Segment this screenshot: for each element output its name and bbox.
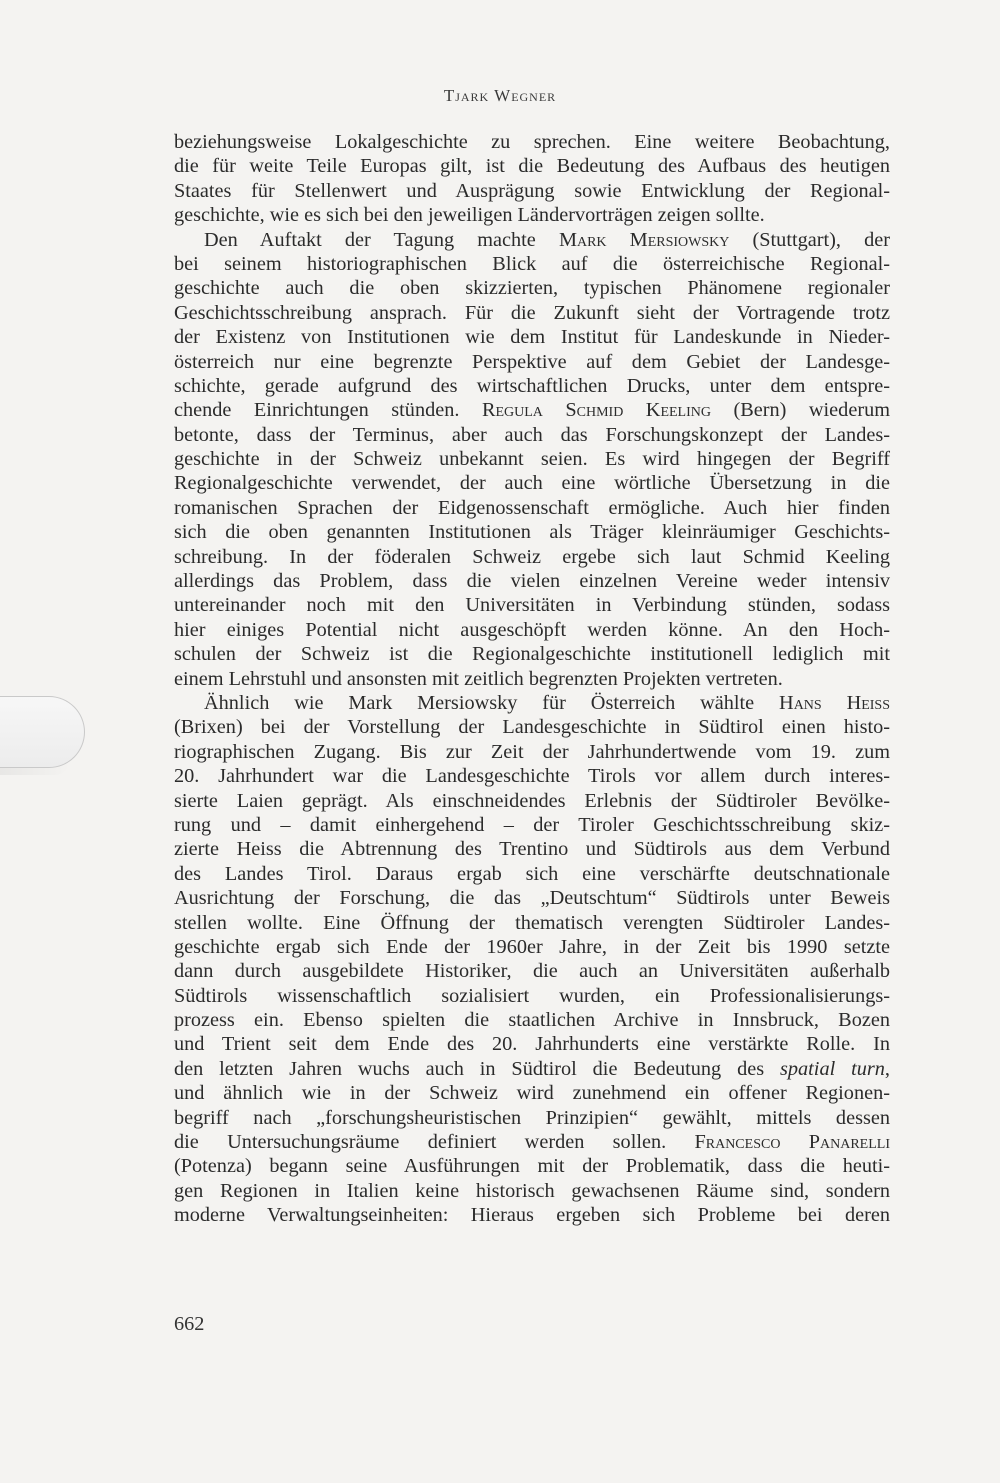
text-line bbox=[174, 154, 890, 178]
line-text: beziehungsweise Lokalgeschichte zu sprechen. Eine weitere Beobachtung, bbox=[174, 131, 890, 153]
text-line bbox=[174, 374, 890, 398]
line-text: geschichte ergab sich Ende der 1960er Jahre, in der Zeit bis 1990 setzte bbox=[174, 935, 890, 958]
text-line bbox=[174, 276, 890, 300]
line-text: stellen wollte. Eine Öffnung der thematisch verengten Südtiroler Landes- bbox=[174, 911, 890, 934]
text-line bbox=[174, 301, 890, 325]
line-text: einem Lehrstuhl und ansonsten mit zeitlich begrenzten Projekten vertreten. bbox=[174, 667, 783, 690]
text-line bbox=[174, 179, 890, 203]
text-line bbox=[174, 764, 890, 788]
line-text: schichte, gerade aufgrund des wirtschaftlichen Drucks, unter dem entspre- bbox=[174, 374, 890, 397]
line-text: die Untersuchungsräume definiert werden sollen. bbox=[174, 1131, 695, 1154]
text-line bbox=[174, 423, 890, 447]
line-text: dann durch ausgebildete Historiker, die auch an Universitäten außerhalb bbox=[174, 960, 890, 983]
line-text: zierte Heiss die Abtrennung des Trentino und Südtirols aus dem Verbund bbox=[174, 838, 890, 861]
author-name: Francesco Panarelli bbox=[694, 1131, 890, 1154]
text-line bbox=[174, 1081, 890, 1105]
text-line bbox=[174, 667, 890, 691]
line-text: chende Einrichtungen stünden. bbox=[174, 399, 482, 422]
line-text: begriff nach „forschungsheuristischen Prinzipien“ gewählt, mittels dessen bbox=[174, 1106, 890, 1129]
line-text: romanischen Sprachen der Eidgenossenschaft ermögliche. Auch hier finden bbox=[174, 496, 890, 519]
line-text: riographischen Zugang. Bis zur Zeit der Jahrhundertwende vom 19. zum bbox=[174, 740, 890, 763]
author-name: Regula Schmid Keeling bbox=[481, 399, 711, 422]
line-text: geschichte in der Schweiz unbekannt seien. Es wird hingegen der Begriff bbox=[174, 448, 890, 471]
line-text: schreibung. In der föderalen Schweiz ergebe sich laut Schmid Keeling bbox=[174, 545, 890, 568]
text-line bbox=[174, 1032, 890, 1056]
text-line bbox=[174, 1008, 890, 1032]
paper-clip-icon bbox=[0, 696, 85, 768]
text-line bbox=[174, 618, 890, 642]
text-line bbox=[174, 1154, 890, 1178]
text-line bbox=[174, 252, 890, 276]
text-line bbox=[174, 350, 890, 374]
text-line bbox=[174, 447, 890, 471]
text-line bbox=[174, 496, 890, 520]
text-line bbox=[174, 886, 890, 910]
text-line bbox=[174, 471, 890, 495]
line-text: betonte, dass der Terminus, aber auch das Forschungskonzept der Landes- bbox=[174, 423, 890, 446]
line-text: geschichte auch die oben skizzierten, typischen Phänomene regionaler bbox=[174, 277, 890, 300]
line-text: rung und – damit einhergehend – der Tiroler Geschichtsschreibung skiz- bbox=[174, 813, 890, 836]
page-number: 662 bbox=[174, 1313, 205, 1335]
line-text: des Landes Tirol. Daraus ergab sich eine verschärfte deutschnationale bbox=[174, 862, 890, 885]
line-text: Den Auftakt der Tagung machte bbox=[204, 228, 559, 251]
author-name: Mark Mersiowsky bbox=[558, 228, 730, 251]
text-line bbox=[174, 1179, 890, 1203]
text-line bbox=[174, 691, 890, 715]
text-line bbox=[174, 545, 890, 569]
line-text: , bbox=[884, 1057, 890, 1080]
text-line bbox=[174, 398, 890, 422]
emphasis: spatial turn bbox=[780, 1057, 885, 1080]
author-name: Hans Heiss bbox=[779, 691, 890, 714]
line-text: Regionalgeschichte verwendet, der auch eine wörtliche Übersetzung in die bbox=[174, 472, 890, 495]
text-line bbox=[174, 740, 890, 764]
line-text: (Bern) wiederum bbox=[711, 399, 890, 422]
text-line bbox=[174, 203, 890, 227]
line-text: schulen der Schweiz ist die Regionalgeschichte institutionell lediglich mit bbox=[174, 643, 890, 666]
line-text: sich die oben genannten Institutionen als Träger kleinräumiger Geschichts- bbox=[174, 521, 890, 544]
line-text: Ausrichtung der Forschung, die das „Deutschtum“ Südtirols unter Beweis bbox=[174, 887, 890, 910]
line-text: (Brixen) bei der Vorstellung der Landesgeschichte in Südtirol einen histo- bbox=[174, 716, 890, 739]
line-text: 20. Jahrhundert war die Landesgeschichte Tirols vor allem durch interes- bbox=[174, 765, 890, 788]
line-text: prozess ein. Ebenso spielten die staatlichen Archive in Innsbruck, Bozen bbox=[174, 1009, 890, 1032]
text-line bbox=[174, 789, 890, 813]
text-line bbox=[174, 837, 890, 861]
line-text: der Existenz von Institutionen wie dem Institut für Landeskunde in Nieder- bbox=[174, 326, 890, 349]
line-text: und ähnlich wie in der Schweiz wird zunehmend ein offener Regionen- bbox=[174, 1082, 890, 1105]
line-text: hier einiges Potential nicht ausgeschöpft werden könne. An den Hoch- bbox=[174, 618, 890, 641]
line-text: sierte Laien geprägt. Als einschneidendes Erlebnis der Südtiroler Bevölke- bbox=[174, 789, 890, 812]
text-line bbox=[174, 813, 890, 837]
text-line bbox=[174, 593, 890, 617]
text-line bbox=[174, 959, 890, 983]
text-line bbox=[174, 642, 890, 666]
text-line bbox=[174, 1203, 890, 1227]
line-text: moderne Verwaltungseinheiten: Hieraus ergeben sich Probleme bei deren bbox=[174, 1204, 890, 1227]
line-text: Südtirols wissenschaftlich sozialisiert wurden, ein Professionalisierungs- bbox=[174, 984, 890, 1007]
line-text: österreich nur eine begrenzte Perspektive auf dem Gebiet der Landesge- bbox=[174, 350, 890, 373]
body-text bbox=[174, 130, 890, 1228]
line-text: bei seinem historiographischen Blick auf die österreichische Regional- bbox=[174, 252, 890, 275]
line-text: die für weite Teile Europas gilt, ist die Bedeutung des Aufbaus des heutigen bbox=[174, 155, 890, 178]
text-line bbox=[174, 130, 890, 154]
text-line bbox=[174, 569, 890, 593]
line-text: den letzten Jahren wuchs auch in Südtirol die Bedeutung des bbox=[174, 1057, 780, 1080]
line-text: und Trient seit dem Ende des 20. Jahrhunderts eine verstärkte Rolle. In bbox=[174, 1033, 890, 1056]
text-line bbox=[174, 984, 890, 1008]
line-text: untereinander noch mit den Universitäten in Verbindung stünden, sodass bbox=[174, 594, 890, 617]
line-text: allerdings das Problem, dass die vielen einzelnen Vereine weder intensiv bbox=[174, 570, 890, 593]
text-line bbox=[174, 325, 890, 349]
text-line bbox=[174, 1130, 890, 1154]
line-text: Geschichtsschreibung ansprach. Für die Zukunft sieht der Vortragende trotz bbox=[174, 301, 890, 324]
text-line bbox=[174, 911, 890, 935]
line-text: Ähnlich wie Mark Mersiowsky für Österreich wählte bbox=[204, 691, 780, 714]
line-text: Staates für Stellenwert und Ausprägung sowie Entwicklung der Regional- bbox=[174, 179, 890, 202]
text-line bbox=[174, 862, 890, 886]
running-header: Tjark Wegner bbox=[443, 86, 557, 105]
text-line bbox=[174, 1057, 890, 1081]
line-text: geschichte, wie es sich bei den jeweiligen Ländervorträgen zeigen sollte. bbox=[174, 204, 765, 227]
line-text: (Stuttgart), der bbox=[729, 228, 890, 251]
line-text: gen Regionen in Italien keine historisch gewachsenen Räume sind, sondern bbox=[174, 1179, 890, 1202]
text-line bbox=[174, 228, 890, 252]
text-line bbox=[174, 715, 890, 739]
text-line bbox=[174, 935, 890, 959]
text-line bbox=[174, 1106, 890, 1130]
line-text: (Potenza) begann seine Ausführungen mit der Problematik, dass die heuti- bbox=[174, 1155, 890, 1178]
text-line bbox=[174, 520, 890, 544]
